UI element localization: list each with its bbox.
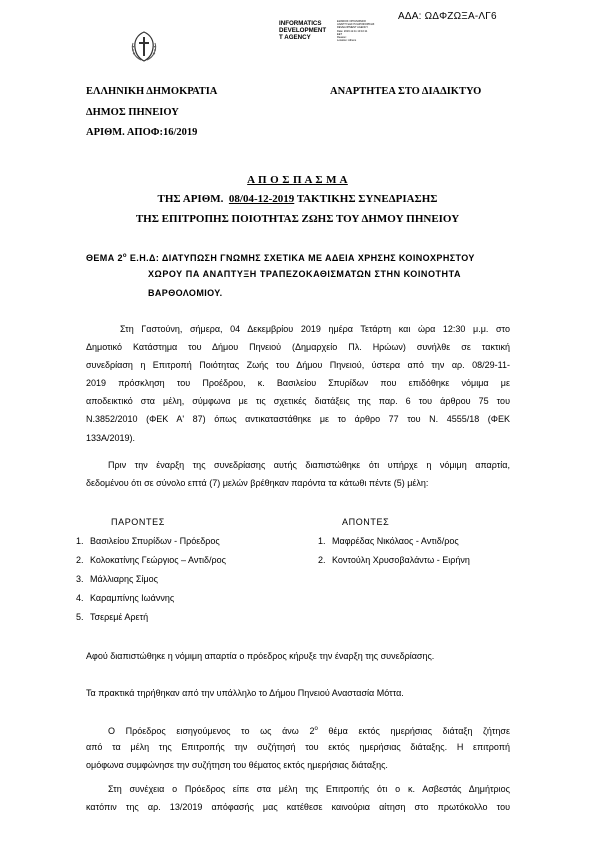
ada-code: ΑΔΑ: ΩΔΦΖΩΞΑ-ΛΓ6 [398, 11, 497, 22]
paragraph-line: 2019 πρόσκληση του Προέδρου, κ. Βασιλείου Σπυρίδων που επιδόθηκε νόμιμα με [86, 378, 510, 388]
paragraph-line: Πριν την έναρξη της συνεδρίασης αυτής διαπιστώθηκε ότι υπήρχε η νόμιμη απαρτία, [108, 460, 510, 470]
ida-title-line: DEVELOPMENT [279, 27, 327, 34]
ida-signature-logo [279, 20, 397, 50]
present-heading: ΠΑΡΟΝΤΕΣ [111, 517, 165, 527]
municipality-label: ΔΗΜΟΣ ΠΗΝΕΙΟΥ [86, 107, 179, 118]
ida-fine-line: ΕΘΝΙΚΟΣ ΟΡΓΑΝΙΣΜΟΣ [337, 20, 366, 23]
paragraph-line: αποδεικτικό στα μέλη, σύμφωνα με τις σχετικές διατάξεις της παρ. 6 του άρθρου 75 του [86, 396, 510, 406]
session-line: ΤΗΣ ΑΡΙΘΜ. 08/04-12-2019 ΤΑΚΤΙΚΗΣ ΣΥΝΕΔΡΙΑΣΗΣ [157, 193, 438, 205]
present-list-item: 1. Βασιλείου Σπυρίδων - Πρόεδρος [76, 536, 220, 546]
ida-title-line: INFORMATICS [279, 20, 322, 27]
absent-list-item: 2. Κοντούλη Χρυσοβαλάντω - Ειρήνη [318, 555, 470, 565]
paragraph-line: Στη συνέχεια ο Πρόεδρος είπε στα μέλη της Επιτροπής ότι ο κ. Ασβεστάς Δημήτριος [108, 784, 510, 794]
paragraph-line: κατόπιν της αρ. 13/2019 απόφασής μας κατέθεσε καινούρια αίτηση στο πρωτόκολλο του [86, 802, 510, 812]
thema-line: ΘΕΜΑ $2^o$ Ε.Η.Δ: ΔΙΑΤΥΠΩΣΗ ΓΝΩΜΗΣ ΣΧΕΤΙΚΑ ΜΕ ΑΔΕΙΑ ΧΡΗΣΗΣ ΚΟΙΝΟΧΡΗΣΤΟΥ [86, 253, 475, 263]
republic-label: ΕΛΛΗΝΙΚΗ ΔΗΜΟΚΡΑΤΙΑ [86, 86, 218, 97]
ida-fine-line: Date: 2019.12.11 13:10:11 [337, 29, 368, 33]
greek-republic-seal-icon [129, 29, 159, 63]
paragraph-line: συνεδρίαση η Επιτροπή Ποιότητας Ζωής του Δήμου Πηνειού, ύστερα από την αρ. 08/29-11- [86, 360, 510, 370]
paragraph-line: 133Α/2019). [86, 433, 136, 443]
present-list-item: 2. Κολοκατίνης Γεώργιος – Αντιδ/ρος [76, 555, 226, 565]
paragraph-line: Δημοτικό Κατάστημα του Δήμου Πηνειού (Δημαρχείο Πλ. Ηρώων) συνήλθε σε τακτική [86, 342, 510, 352]
ida-fine-line: EET [337, 32, 343, 36]
ida-fine-line: Reason: [337, 36, 347, 40]
present-list-item: 4. Καραμπίνης Ιωάννης [76, 593, 175, 603]
session-number: 08/04-12-2019 [228, 193, 295, 205]
paragraph-line: Ν.3852/2010 (ΦΕΚ Α' 87) όπως αντικαταστάθηκε με το άρθρο 77 του Ν. 4555/18 (ΦΕΚ [86, 414, 510, 424]
quorum-statement: Αφού διαπιστώθηκε η νόμιμη απαρτία ο πρόεδρος κήρυξε την έναρξη της συνεδρίασης. [86, 651, 435, 661]
extract-title: Α Π Ο Σ Π Α Σ Μ Α [247, 174, 348, 186]
absent-heading: ΑΠΟΝΤΕΣ [342, 517, 390, 527]
absent-list-item: 1. Μαφρέδας Νικόλαος - Αντιδ/ρος [318, 536, 459, 546]
paragraph-line: ομόφωνα συμφώνησε την συζήτηση του θέματος εκτός ημερήσιας διάταξης. [86, 760, 388, 770]
paragraph-line: δεδομένου ότι σε σύνολο επτά (7) μελών βρέθηκαν παρόντα τα κάτωθι πέντε (5) μέλη: [86, 478, 429, 488]
thema-line: ΧΩΡΟΥ ΠΑ ΑΝΑΠΤΥΞΗ ΤΡΑΠΕΖΟΚΑΘΙΣΜΑΤΩΝ ΣΤΗΝ ΚΟΙΝΟΤΗΤΑ [148, 269, 462, 279]
posted-online-label: ΑΝΑΡΤΗΤΕΑ ΣΤΟ ΔΙΑΔΙΚΤΥΟ [330, 86, 482, 97]
paragraph-line: από τα μέλη της Επιτροπής την συζήτησή του εκτός ημερήσιας διάταξης. Η επιτροπή [86, 742, 510, 752]
ida-fine-line: ΑΝΑΠΤΥΞΗΣ ΠΛΗΡΟΦΟΡΙΚΗΣ [337, 23, 375, 27]
minutes-statement: Τα πρακτικά τηρήθηκαν από την υπάλληλο το Δήμου Πηνειού Αναστασία Μόττα. [86, 688, 404, 698]
ida-fine-line: DEVELOPMENT AGENCY [337, 26, 369, 30]
thema-line: ΒΑΡΘΟΛΟΜΙΟΥ. [148, 288, 223, 298]
present-list-item: 3. Μάλλιαρης Σίμος [76, 574, 158, 584]
paragraph-line: Στη Γαστούνη, σήμερα, 04 Δεκεμβρίου 2019 ημέρα Τετάρτη και ώρα 12:30 μ.μ. στο [120, 324, 510, 334]
decision-number: ΑΡΙΘΜ. ΑΠΟΦ:16/2019 [86, 127, 198, 138]
ida-title-line: T AGENCY [279, 34, 311, 41]
present-list-item: 5. Τσερεμέ Αρετή [76, 612, 149, 622]
paragraph-line: Ο Πρόεδρος εισηγούμενος το ως άνω $2^o$ θέμα εκτός ημερήσιας διάταξη ζήτησε [108, 726, 510, 736]
committee-line: ΤΗΣ ΕΠΙΤΡΟΠΗΣ ΠΟΙΟΤΗΤΑΣ ΖΩΗΣ ΤΟΥ ΔΗΜΟΥ ΠΗΝΕΙΟΥ [135, 213, 460, 225]
ida-fine-line: Location: Athens [337, 39, 357, 43]
